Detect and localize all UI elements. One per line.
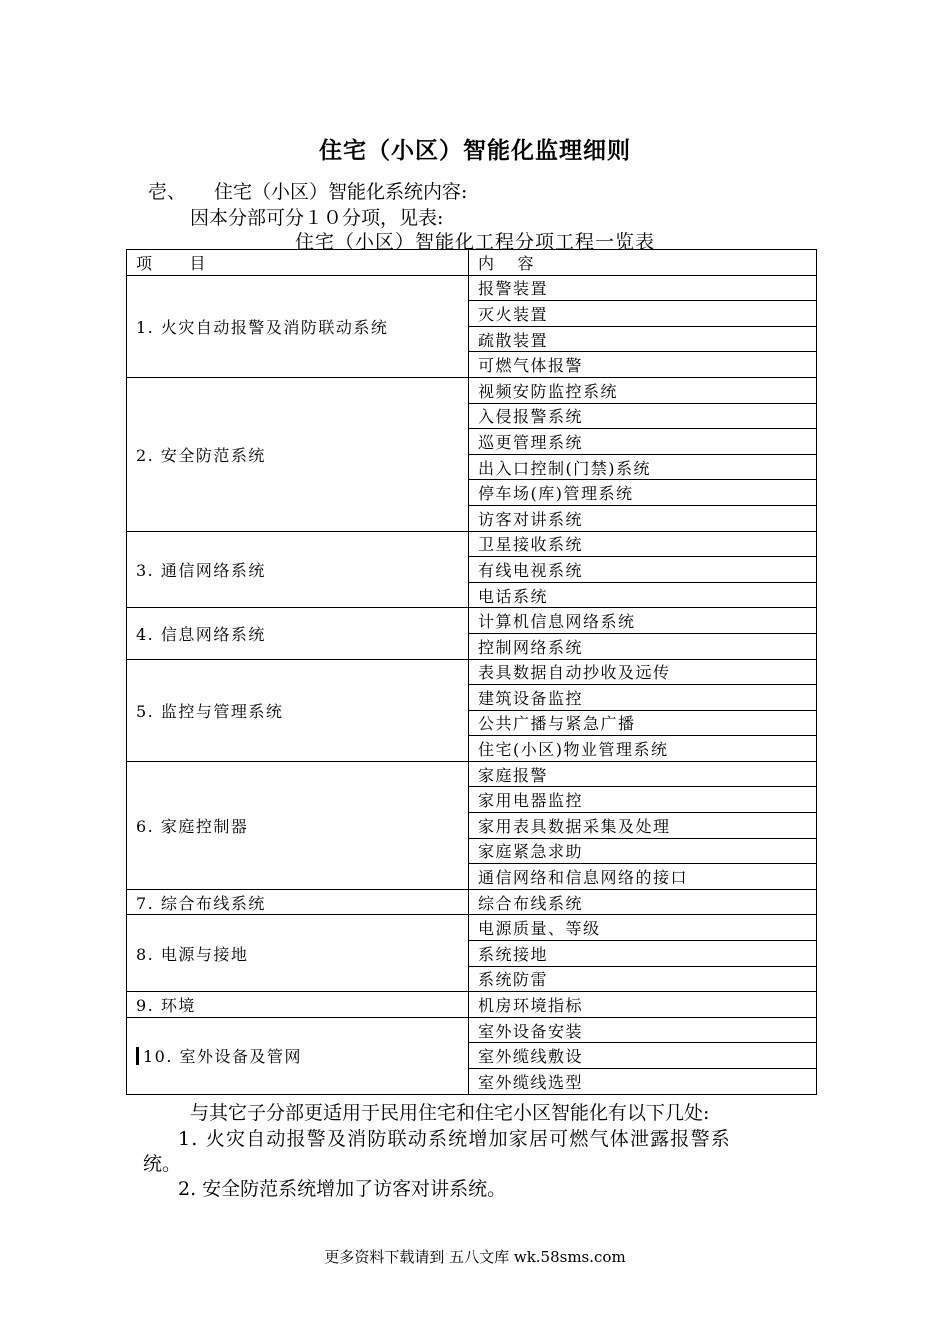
item-cell <box>127 608 469 659</box>
item-cell <box>127 915 469 992</box>
content-cell: 家用电器监控 <box>469 787 817 813</box>
content-cell: 住宅(小区)物业管理系统 <box>469 736 817 762</box>
item-cell <box>127 889 469 915</box>
content-cell: 报警装置 <box>469 275 817 301</box>
content-cell: 灭火装置 <box>469 301 817 327</box>
table-row <box>127 608 817 634</box>
item-label: 1. 火灾自动报警及消防联动系统 <box>136 317 389 337</box>
cursor-bar <box>136 1047 139 1065</box>
footer-download-link[interactable]: 更多资料下载请到 五八文库 wk.58sms.com <box>324 1248 626 1266</box>
document-title: 住宅（小区）智能化监理细则 <box>319 137 631 164</box>
item-cell <box>127 531 469 608</box>
content-cell: 通信网络和信息网络的接口 <box>469 864 817 890</box>
item-label: 5. 监控与管理系统 <box>136 701 284 721</box>
content-cell: 室外设备安装 <box>469 1017 817 1043</box>
content-cell: 家庭报警 <box>469 761 817 787</box>
notes-lead: 与其它子分部更适用于民用住宅和住宅小区智能化有以下几处: <box>190 1102 710 1124</box>
content-cell: 电话系统 <box>469 582 817 608</box>
section-heading-text: 住宅（小区）智能化系统内容: <box>214 181 468 203</box>
table-row <box>127 915 817 941</box>
section-number: 壱、 <box>148 181 187 203</box>
item-cell <box>127 1017 469 1094</box>
content-cell: 入侵报警系统 <box>469 403 817 429</box>
table-header-row <box>127 250 817 276</box>
section-heading <box>148 177 467 204</box>
item-cell <box>127 659 469 761</box>
content-cell: 计算机信息网络系统 <box>469 608 817 634</box>
content-cell: 疏散装置 <box>469 326 817 352</box>
table-row <box>127 531 817 557</box>
table-row <box>127 659 817 685</box>
item-label: 2. 安全防范系统 <box>136 445 266 465</box>
content-cell: 系统接地 <box>469 941 817 967</box>
item-cell <box>127 761 469 889</box>
content-cell: 公共广播与紧急广播 <box>469 710 817 736</box>
content-cell: 控制网络系统 <box>469 633 817 659</box>
item-cell <box>127 992 469 1018</box>
table-row <box>127 992 817 1018</box>
item-label: 6. 家庭控制器 <box>136 816 249 836</box>
item-label: 3. 通信网络系统 <box>136 560 266 580</box>
table-row <box>127 1017 817 1043</box>
item-label: 7. 综合布线系统 <box>136 893 266 913</box>
content-cell: 停车场(库)管理系统 <box>469 480 817 506</box>
content-cell: 综合布线系统 <box>469 889 817 915</box>
item-label: 10. 室外设备及管网 <box>143 1047 303 1067</box>
content-cell: 建筑设备监控 <box>469 685 817 711</box>
content-cell: 家庭紧急求助 <box>469 838 817 864</box>
content-cell: 访客对讲系统 <box>469 505 817 531</box>
notes-item-1: 1. 火灾自动报警及消防联动系统增加家居可燃气体泄露报警系 <box>178 1128 731 1150</box>
content-cell: 视频安防监控系统 <box>469 377 817 403</box>
content-cell: 室外缆线敷设 <box>469 1043 817 1069</box>
item-label: 8. 电源与接地 <box>136 944 249 964</box>
table-row <box>127 889 817 915</box>
table-row <box>127 275 817 301</box>
content-cell: 可燃气体报警 <box>469 352 817 378</box>
content-cell: 巡更管理系统 <box>469 429 817 455</box>
content-cell: 家用表具数据采集及处理 <box>469 813 817 839</box>
content-cell: 表具数据自动抄收及远传 <box>469 659 817 685</box>
table-row <box>127 761 817 787</box>
intro-text: 因本分部可分１０分项，见表: <box>190 207 444 229</box>
content-cell: 电源质量、等级 <box>469 915 817 941</box>
notes-item-2: 2. 安全防范系统增加了访客对讲系统。 <box>178 1178 507 1200</box>
item-label: 9. 环境 <box>136 996 196 1016</box>
table-row <box>127 377 817 403</box>
content-cell: 室外缆线选型 <box>469 1069 817 1095</box>
content-cell: 出入口控制(门禁)系统 <box>469 454 817 480</box>
table-caption: 住宅（小区）智能化工程分项工程一览表 <box>294 231 655 253</box>
item-cell <box>127 275 469 377</box>
item-label: 4. 信息网络系统 <box>136 624 266 644</box>
subitem-table <box>126 249 817 1095</box>
notes-item-1-cont: 统。 <box>143 1153 182 1175</box>
item-cell <box>127 377 469 531</box>
content-cell: 机房环境指标 <box>469 992 817 1018</box>
header-content: 内 容 <box>469 250 817 276</box>
content-cell: 卫星接收系统 <box>469 531 817 557</box>
content-cell: 有线电视系统 <box>469 557 817 583</box>
header-item: 项 目 <box>127 250 469 276</box>
content-cell: 系统防雷 <box>469 966 817 992</box>
